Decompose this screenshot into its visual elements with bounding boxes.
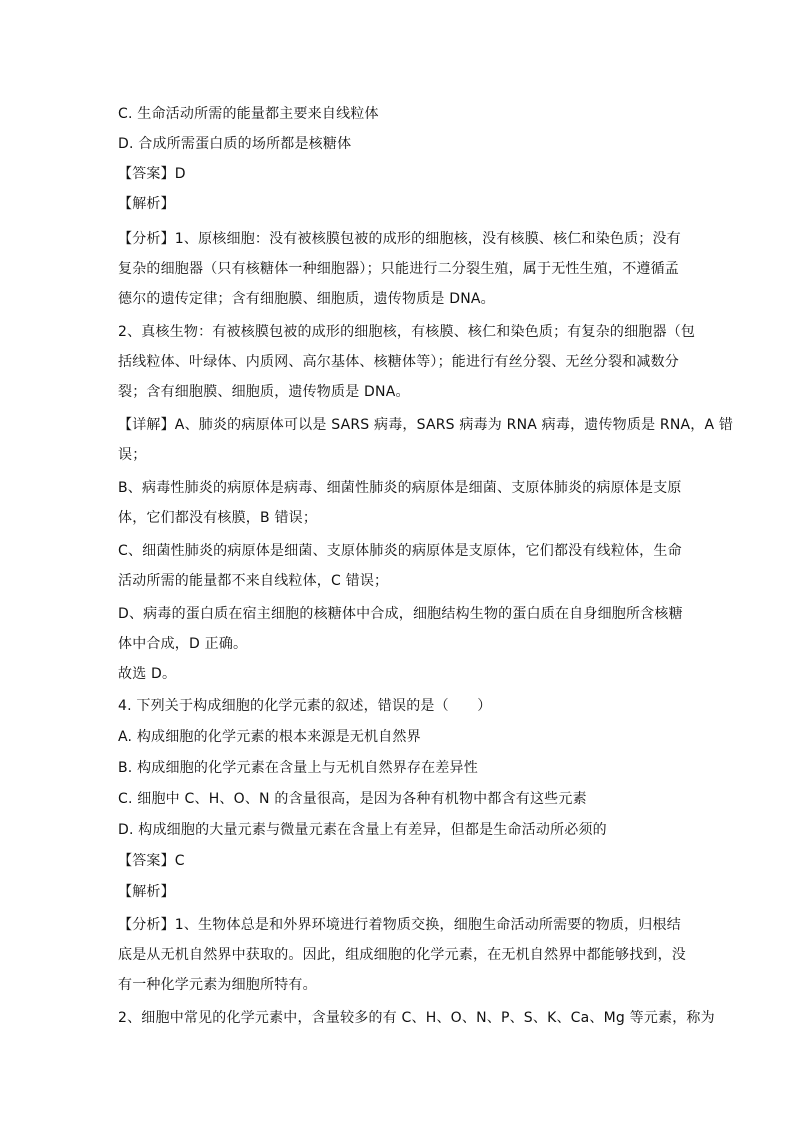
analysis-text: 底是从无机自然界中获取的。因此，组成细胞的化学元素，在无机自然界中都能够找到，没: [118, 947, 686, 963]
detail-text: 【详解】A、肺炎的病原体可以是 SARS 病毒，SARS 病毒为 RNA 病毒，遗传物质是 RNA，A 错: [118, 417, 734, 433]
analysis-text: 括线粒体、叶绿体、内质网、高尔基体、核糖体等）；能进行有丝分裂、无丝分裂和减数分: [118, 354, 679, 370]
question-4-stem: 4. 下列关于构成细胞的化学元素的叙述，错误的是（ ）: [118, 698, 492, 714]
detail-text: 活动所需的能量都不来自线粒体，C 错误；: [118, 573, 389, 589]
analysis-text: 复杂的细胞器（只有核糖体一种细胞器）；只能进行二分裂生殖，属于无性生殖，不遵循孟: [118, 261, 679, 277]
analysis-text: 2、真核生物：有被核膜包被的成形的细胞核，有核膜、核仁和染色质；有复杂的细胞器（包: [118, 324, 696, 340]
question-4-option-c: C. 细胞中 C、H、O、N 的含量很高，是因为各种有机物中都含有这些元素: [118, 791, 587, 807]
conclusion-line: 故选 D。: [118, 666, 177, 682]
detail-text: B、病毒性肺炎的病原体是病毒、细菌性肺炎的病原体是细菌、支原体肺炎的病原体是支原: [118, 480, 682, 496]
question-4-option-d: D. 构成细胞的大量元素与微量元素在含量上有差异，但都是生命活动所必须的: [118, 822, 607, 838]
option-d-line: D. 合成所需蛋白质的场所都是核糖体: [118, 136, 352, 152]
analysis-text: 【分析】1、生物体总是和外界环境进行着物质交换，细胞生命活动所需要的物质，归根结: [118, 917, 681, 933]
analysis-text: 德尔的遗传定律；含有细胞膜、细胞质，遗传物质是 DNA。: [118, 291, 495, 307]
detail-text: 体中合成，D 正确。: [118, 636, 248, 652]
analysis-text: 裂；含有细胞膜、细胞质，遗传物质是 DNA。: [118, 384, 410, 400]
option-c-line: C. 生命活动所需的能量都主要来自线粒体: [118, 106, 379, 122]
analysis-heading: 【解析】: [118, 884, 175, 900]
question-4-option-a: A. 构成细胞的化学元素的根本来源是无机自然界: [118, 729, 421, 745]
detail-text: C、细菌性肺炎的病原体是细菌、支原体肺炎的病原体是支原体，它们都没有线粒体，生命: [118, 543, 682, 559]
analysis-text: 有一种化学元素为细胞所特有。: [118, 977, 317, 993]
detail-text: 体，它们都没有核膜，B 错误；: [118, 510, 318, 526]
analysis-text: 【分析】1、原核细胞：没有被核膜包被的成形的细胞核，没有核膜、核仁和染色质；没有: [118, 231, 681, 247]
question-4-option-b: B. 构成细胞的化学元素在含量上与无机自然界存在差异性: [118, 760, 478, 776]
detail-text: D、病毒的蛋白质在宿主细胞的核糖体中合成，细胞结构生物的蛋白质在自身细胞所含核糖: [118, 606, 683, 622]
answer-line: 【答案】D: [118, 166, 186, 182]
answer-line: 【答案】C: [118, 853, 185, 869]
detail-text: 误；: [118, 447, 147, 463]
analysis-heading: 【解析】: [118, 196, 175, 212]
analysis-text: 2、细胞中常见的化学元素中，含量较多的有 C、H、O、N、P、S、K、Ca、Mg 等元素，称为: [118, 1010, 715, 1026]
